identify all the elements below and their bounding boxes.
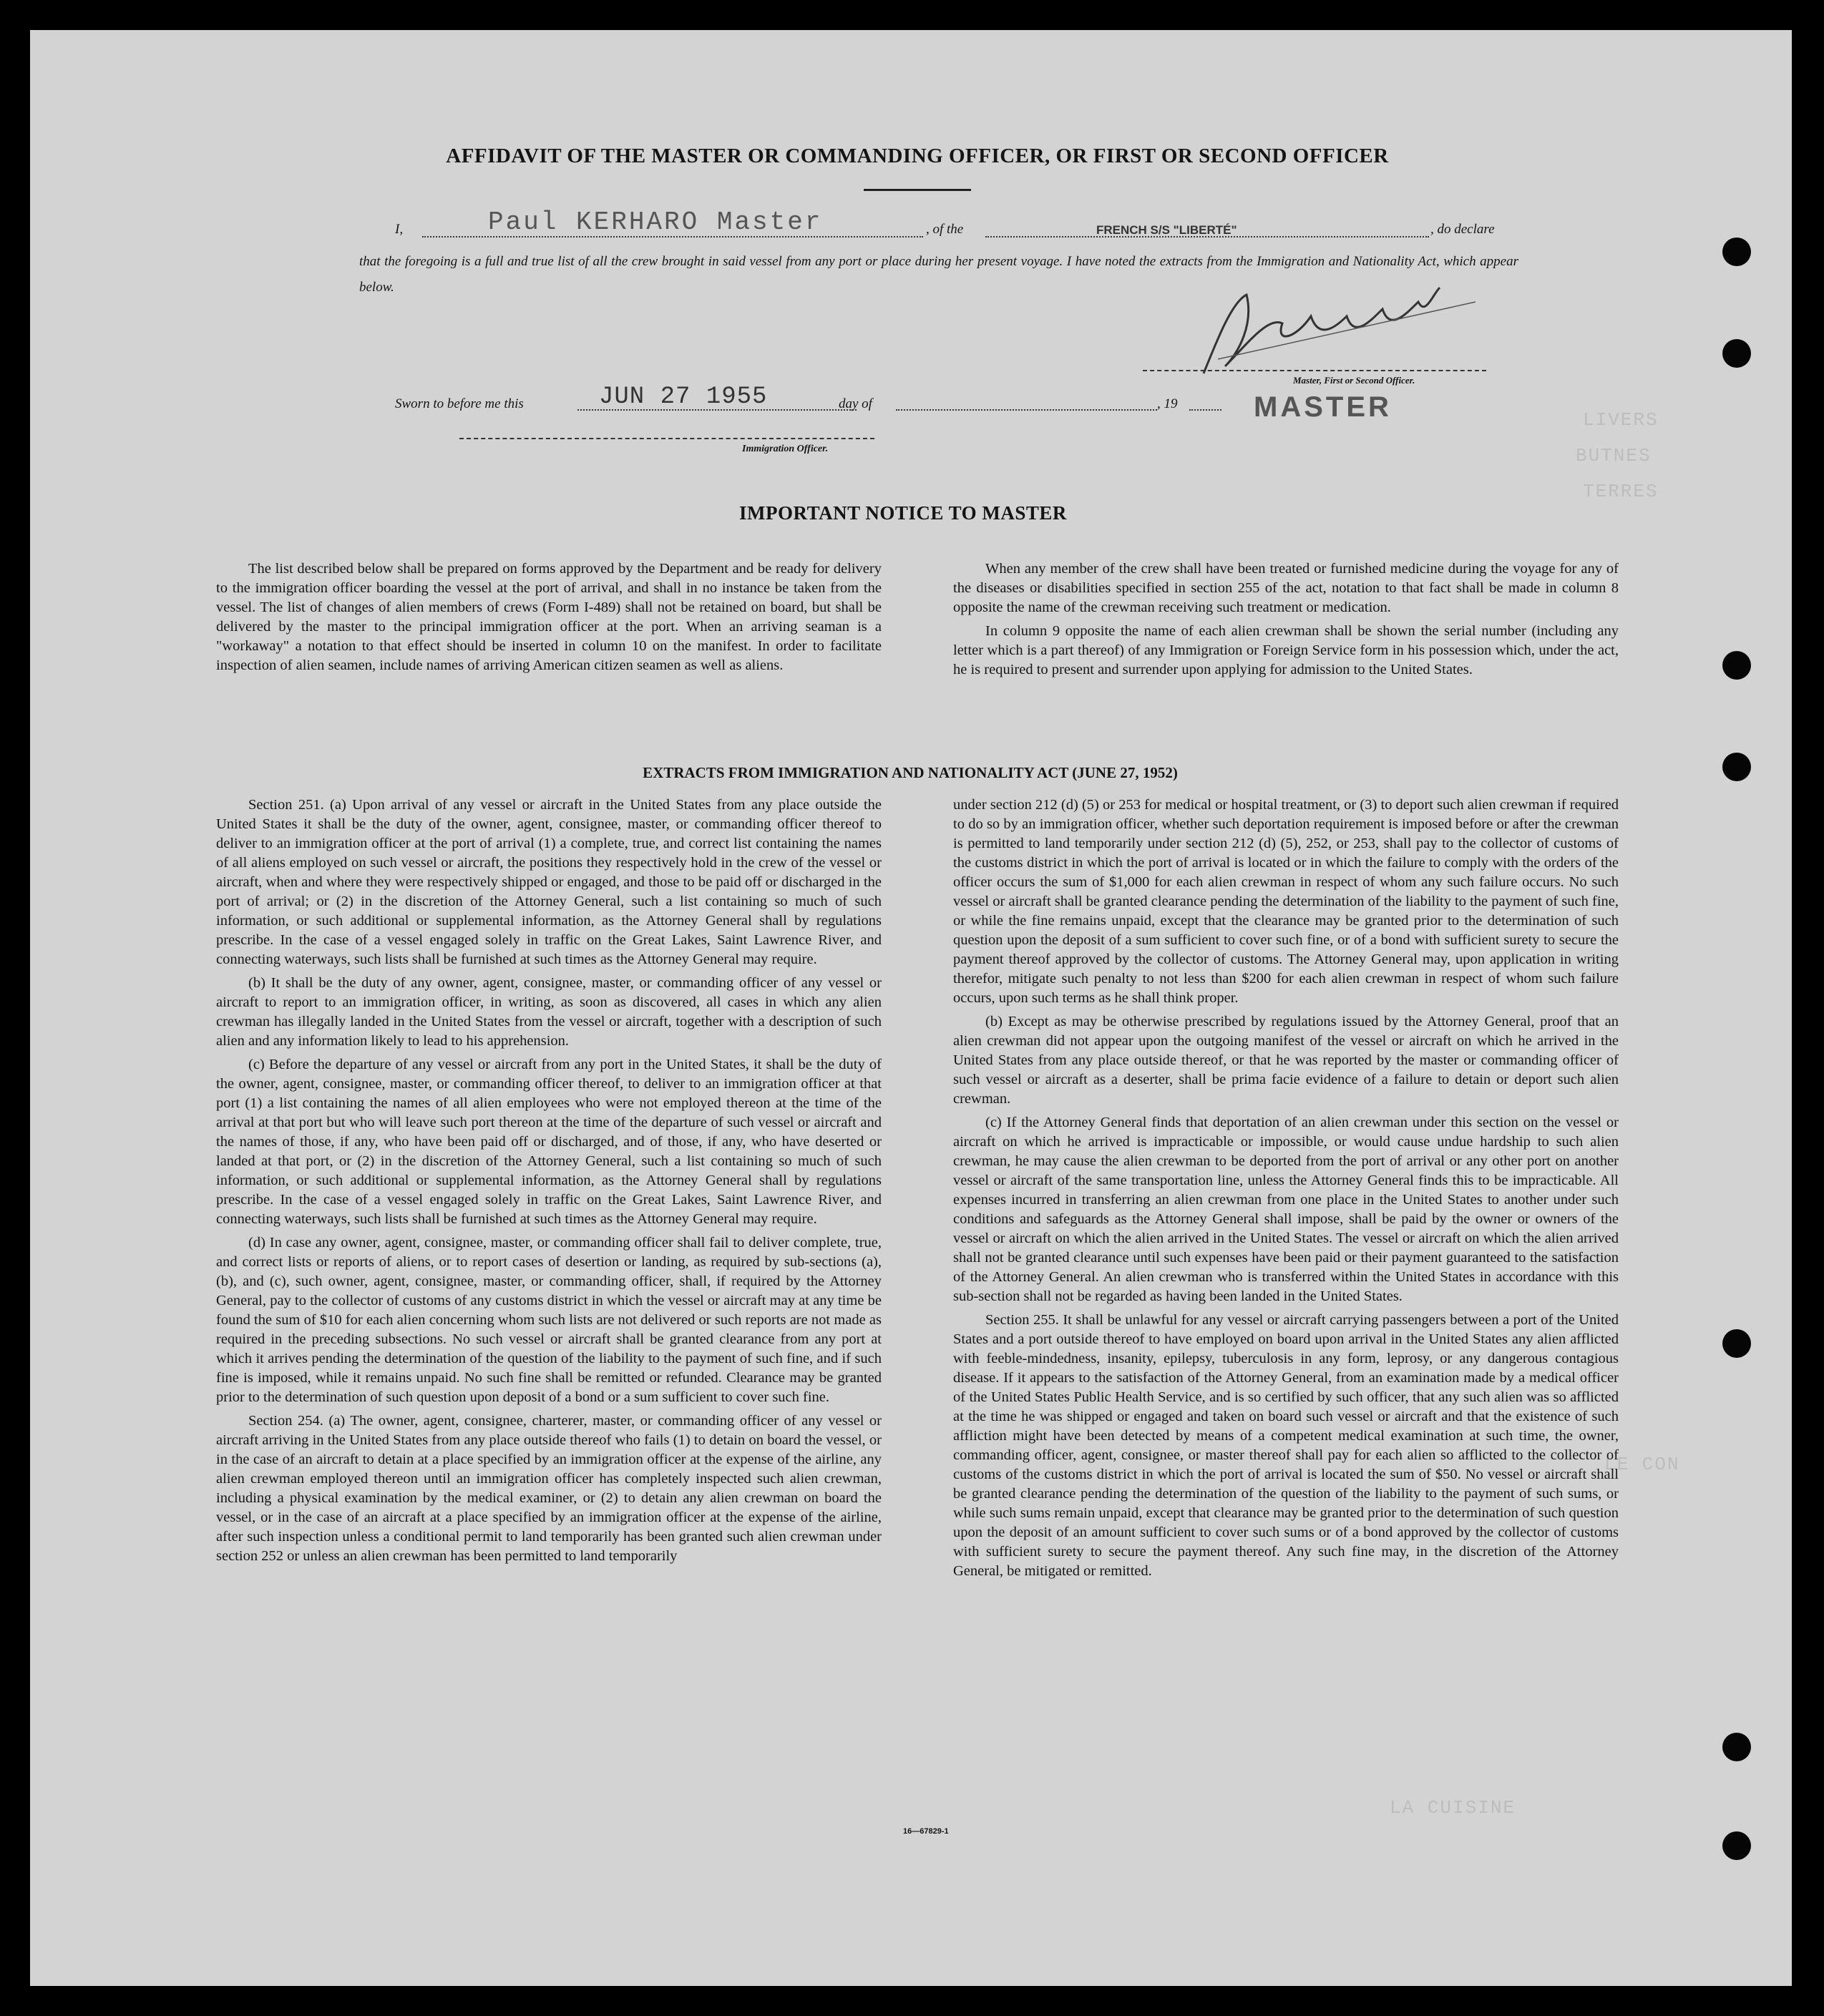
notice-title: IMPORTANT NOTICE TO MASTER — [739, 502, 1067, 524]
form-number: 16—67829-1 — [903, 1827, 949, 1836]
sworn-date: JUN 27 1955 — [599, 383, 768, 411]
master-stamp: MASTER — [1254, 391, 1392, 423]
title-rule — [864, 189, 971, 191]
officer-signature-line — [459, 438, 874, 439]
notice-right-paragraph-2: In column 9 opposite the name of each alien crewman shall be shown the serial number (including any letter which is a part thereof) of any Immigration or Foreign Service form in his possession which, under the act, he is required to present and surrender upon applying for admission to the United States. — [953, 623, 1619, 677]
bleed-through-text: LA CUISINE — [1390, 1797, 1516, 1819]
notice-left-column — [216, 559, 882, 680]
line1-prefix: I, — [395, 222, 404, 237]
section-251-c: (c) Before the departure of any vessel or aircraft from any port in the United States, it shall be the duty of the owner, agent, consignee, master, or commanding officer thereof, to deliver to an immigration officer at that port (1) a list containing the names of all alien employees who were not employed thereon at the time of the arrival at that port but who will leave such port thereon at the time of the departure of such vessel or aircraft and the names of those, if any, who have been paid off or discharged, and of those, if any, who have deserted or landed at that port, or (2) in the discretion of the Attorney General, such a list containing so much of such information, or such additional or supplemental information, as the Attorney General shall by regulations prescribe. In the case of a vessel engaged solely in traffic on the Great Lakes, Saint Lawrence River, and connecting waterways, such lists shall be furnished at such times as the Attorney General may require. — [216, 1057, 882, 1227]
affidavit-title: AFFIDAVIT OF THE MASTER OR COMMANDING OFFICER, OR FIRST OR SECOND OFFICER — [446, 145, 1389, 167]
binder-hole — [1722, 1329, 1751, 1358]
binder-hole — [1722, 238, 1751, 266]
bleed-through-text: LE CON — [1604, 1454, 1680, 1475]
section-254-a: Section 254. (a) The owner, agent, consignee, charterer, master, or commanding officer of any vessel or aircraft arriving in the United States from any place outside thereof who fails (1) to detain on board the vessel, or in the case of an aircraft to detain at a place specified by an immigration officer at the expense of the airline, any alien crewman employed thereon until an immigration officer has completely inspected such alien crewman, including a physical examination by the medical examiner, or (2) to detain any alien crewman on board the vessel, or in the case of an aircraft at a place specified by an immigration officer at the expense of the airline, after such inspection unless a conditional permit to land temporarily has been granted such alien crewman under section 252 or unless an alien crewman has been permitted to land temporarily — [216, 1413, 882, 1564]
bleed-through-text: LIVERS — [1583, 409, 1659, 431]
declaration-text: that the foregoing is a full and true list of all the crew brought in said vessel from any port or place during her present voyage. I have noted the extracts from the Immigration and Nationality Act, which appear below. — [359, 254, 1518, 295]
of-the-label: , of the — [926, 222, 964, 237]
day-of-label: day of — [839, 396, 872, 411]
binder-hole — [1722, 753, 1751, 781]
section-254-b: (b) Except as may be otherwise prescribed by regulations issued by the Attorney General, proof that an alien crewman did not appear upon the outgoing manifest of the vessel or aircraft on which he arrived in the United States from any place outside thereof, or that he was reported by the master or commanding officer of such vessel or aircraft as a deserter, shall be prima facie evidence of a failure to detain or deport such alien crewman. — [953, 1014, 1619, 1107]
binder-hole — [1722, 339, 1751, 368]
month-line — [896, 409, 1157, 411]
do-declare-label: , do declare — [1430, 222, 1495, 237]
master-caption: Master, First or Second Officer. — [1293, 375, 1415, 386]
notice-left-paragraph: The list described below shall be prepared on forms approved by the Department and be ready for delivery to the immigration officer boarding the vessel at the port of arrival, and shall in no instance be taken from the vessel. The list of changes of alien members of crews (Form I-489) shall not be retained on board, but shall be delivered by the master to the principal immigration officer at the port. When an arriving seaman is a "workaway" a notation to that effect should be inserted in column 10 on the manifest. In order to facilitate inspection of alien seamen, include names of arriving American citizen seamen as well as aliens. — [216, 561, 882, 673]
document-page — [30, 30, 1792, 1986]
section-251-b: (b) It shall be the duty of any owner, agent, consignee, master, or commanding officer of any vessel or aircraft to report to an immigration officer, in writing, as soon as discovered, all cases in which any alien crewman has illegally landed in the United States from the vessel or aircraft, together with a description of such alien and any information likely to lead to his apprehension. — [216, 975, 882, 1049]
binder-hole — [1722, 1733, 1751, 1761]
extracts-left-column — [216, 796, 882, 1570]
section-251-a: Section 251. (a) Upon arrival of any vessel or aircraft in the United States from any place outside the United States it shall be the duty of the owner, agent, consignee, master, or commanding officer thereof to deliver to an immigration officer at the port of arrival (1) a complete, true, and correct list containing the names of all aliens employed on such vessel or aircraft, the positions they respectively hold in the crew of the vessel or aircraft, when and where they were respectively shipped or engaged, and those to be paid off or discharged in the port of arrival; or (2) in the discretion of the Attorney General, such a list containing so much of such information, or such additional or supplemental information, as the Attorney General shall by regulations prescribe. In the case of a vessel engaged solely in traffic on the Great Lakes, Saint Lawrence River, and connecting waterways, such lists shall be furnished at such times as the Attorney General may require. — [216, 797, 882, 967]
notice-right-column — [953, 559, 1619, 684]
section-254-a-continued: under section 212 (d) (5) or 253 for medical or hospital treatment, or (3) to deport such alien crewman if required to do so by an immigration officer, whether such deportation requirement is imposed before or after the crewman is permitted to land temporarily under section 212 (d) (5), 252, or 253, shall pay to the collector of customs of the customs district in which the port of arrival is located or in which the failure to comply with the orders of the officer occurs the sum of $1,000 for each alien crewman in respect of whom any such failure occurs. No such vessel or aircraft shall be granted clearance pending the determination of the liability to the payment of such fine, or while the fine remains unpaid, except that the clearance may be granted prior to the determination of such question upon the deposit of a sum sufficient to cover such fine, or of a bond with sufficient surety to secure the payment thereof approved by the collector of customs. The Attorney General may, upon application in writing therefor, mitigate such penalty to not less than $200 for each alien crewman in respect of whom such failure occurs, upon such terms as he shall think proper. — [953, 797, 1619, 1006]
vessel-name: FRENCH S/S "LIBERTÉ" — [1096, 223, 1237, 237]
bleed-through-text: BUTNES — [1576, 445, 1652, 466]
master-name: Paul KERHARO Master — [488, 207, 823, 237]
bleed-through-text: TERRES — [1583, 481, 1659, 502]
section-255: Section 255. It shall be unlawful for any vessel or aircraft carrying passengers between a port of the United States and a port outside thereof to have employed on board upon arrival in the United States any alien afflicted with feeble-mindedness, insanity, epilepsy, tuberculosis in any form, leprosy, or any dangerous contagious disease. If it appears to the satisfaction of the Attorney General, from an examination made by a medical officer of the United States Public Health Service, and is so certified by such officer, that any such alien was so afflicted at the time he was shipped or engaged and taken on board such vessel or aircraft and that the existence of such affliction might have been detected by means of a competent medical examination at such time, the owner, commanding officer, agent, consignee, or master thereof shall pay for each alien so afflicted to the collector of customs of the customs district in which the port of arrival is located the sum of $50. No vessel or aircraft shall be granted clearance pending the determination of the question of the liability to the payment of such sums, or while such sums remain unpaid, except that clearance may be granted prior to the determination of such question upon the deposit of an amount sufficient to cover such sums or of a bond approved by the collector of customs with sufficient surety to secure the payment thereof. Any such fine may, in the discretion of the Attorney General, be mitigated or remitted. — [953, 1312, 1619, 1579]
extracts-title: EXTRACTS FROM IMMIGRATION AND NATIONALITY ACT (JUNE 27, 1952) — [643, 764, 1178, 781]
sworn-prefix: Sworn to before me this — [395, 396, 524, 411]
section-251-d: (d) In case any owner, agent, consignee, master, or commanding officer shall fail to deliver complete, true, and correct lists or reports of aliens, or to report cases of desertion or landing, as required by sub-sections (a), (b), and (c), such owner, agent, consignee, master, or commanding officer, shall, if required by the Attorney General, pay to the collector of customs of any customs district in which the vessel or aircraft may at any time be found the sum of $10 for each alien concerning whom such lists are not delivered or such reports are not made as required in the preceding subsections. No such vessel or aircraft shall be granted clearance from any port at which it arrives pending the determination of the question of the liability to the payment of such fine, and if such fine is imposed, while it remains unpaid. No such fine shall be remitted or refunded. Clearance may be granted prior to the determination of such question upon deposit of a bond or a sum sufficient to cover such fine. — [216, 1235, 882, 1405]
officer-caption: Immigration Officer. — [742, 444, 829, 454]
year-line — [1189, 409, 1221, 411]
binder-hole — [1722, 1831, 1751, 1860]
notice-right-paragraph-1: When any member of the crew shall have been treated or furnished medicine during the voyage for any of the diseases or disabilities specified in section 255 of the act, notation to that fact shall be made in column 8 opposite the name of the crewman receiving such treatment or medication. — [953, 561, 1619, 615]
signature-line — [1143, 370, 1486, 371]
year-prefix: , 19 — [1157, 396, 1178, 411]
section-254-c: (c) If the Attorney General finds that deportation of an alien crewman under this section on the vessel or aircraft on which he arrived is impracticable or impossible, or would cause undue hardship to such alien crewman, he may cause the alien crewman to be deported from the port of arrival or any other port on another vessel or aircraft of the same transportation line, unless the Attorney General finds this to be impracticable. All expenses incurred in transferring an alien crewman from one place in the United States to another under such conditions and safeguards as the Attorney General shall impose, shall be paid by the owner or owners of the vessel or aircraft on which the alien arrived in the United States. The vessel or aircraft on which the alien arrived shall not be granted clearance until such expenses have been paid or their payment guaranteed to the satisfaction of the Attorney General. An alien crewman who is transferred within the United States in accordance with this sub-section shall not be regarded as having been landed in the United States. — [953, 1115, 1619, 1304]
extracts-right-column — [953, 796, 1619, 1585]
binder-hole — [1722, 651, 1751, 680]
